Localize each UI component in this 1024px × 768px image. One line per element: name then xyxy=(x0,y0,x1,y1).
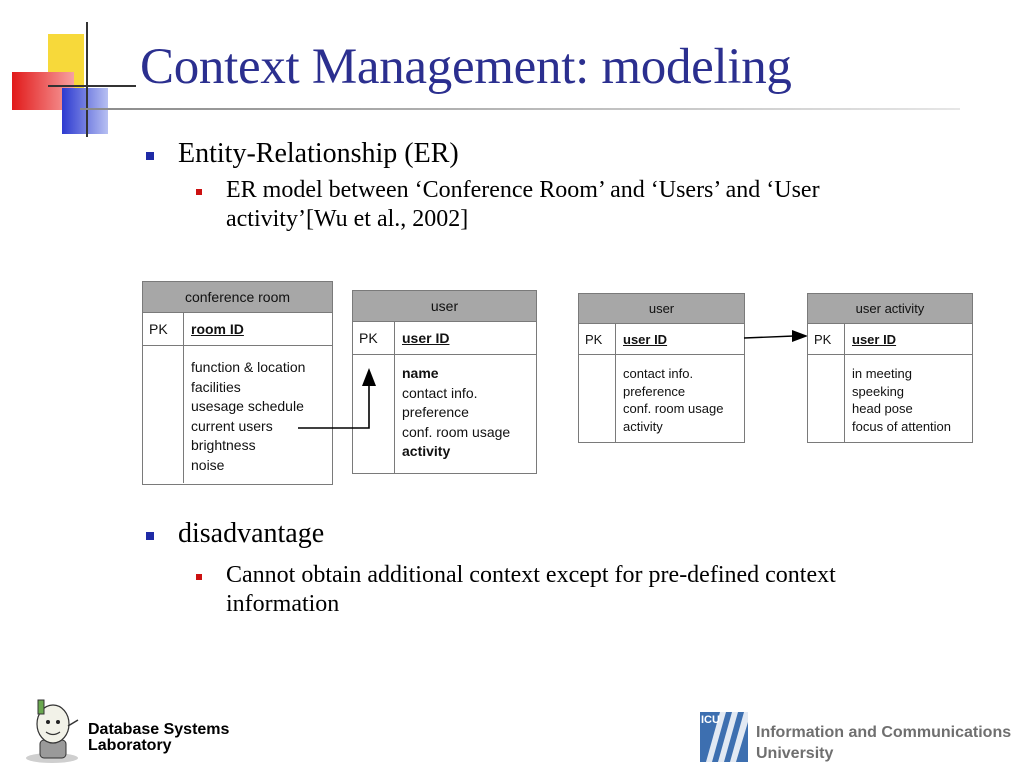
attribute-current-users: current users xyxy=(191,417,273,434)
table-header: conference room xyxy=(143,282,332,313)
university-name-line1: Information and Communications xyxy=(756,724,1012,741)
icu-logo-text: ICU xyxy=(701,714,720,726)
attribute: function & location xyxy=(191,359,306,375)
table-header: user activity xyxy=(808,294,972,324)
pk-label: PK xyxy=(353,322,395,354)
pk-label: PK xyxy=(808,324,845,354)
table-header: user xyxy=(353,291,536,322)
er-table-user-activity xyxy=(807,293,973,443)
bullet-disadvantage xyxy=(146,518,324,550)
attribute: activity xyxy=(402,443,451,459)
attribute: conf. room usage xyxy=(623,401,724,416)
attribute: brightness xyxy=(191,437,256,453)
attribute: name xyxy=(402,365,439,381)
bullet-text: Entity-Relationship (ER) xyxy=(178,138,459,169)
primary-key: user ID xyxy=(623,331,668,347)
attribute: focus of attention xyxy=(852,418,952,434)
sub-bullet-text: Cannot obtain additional context except for pre-defined context information xyxy=(226,562,836,617)
attribute: preference xyxy=(402,404,469,420)
primary-key: user ID xyxy=(852,331,897,347)
attribute: speeking xyxy=(852,383,905,399)
lab-name-line1: Database Systems xyxy=(88,721,230,738)
attribute: preference xyxy=(623,383,686,399)
sub-bullet-marker xyxy=(196,574,202,580)
icu-logo xyxy=(698,708,752,764)
university-name-line2: University xyxy=(756,745,834,762)
attribute: facilities xyxy=(191,378,241,395)
bullet-marker xyxy=(146,532,154,540)
attribute: usesage schedule xyxy=(191,398,304,414)
pk-label: PK xyxy=(143,313,184,345)
mascot-logo xyxy=(18,694,86,764)
pk-label: PK xyxy=(579,324,616,354)
slide-title: Context Management: modeling xyxy=(140,39,792,95)
bullet-text: disadvantage xyxy=(178,518,325,549)
university-name xyxy=(756,722,1011,764)
primary-key: room ID xyxy=(191,321,244,337)
attribute-section xyxy=(808,355,972,442)
attribute: conf. room usage xyxy=(402,423,511,440)
attribute: noise xyxy=(191,456,225,473)
table-header: user xyxy=(579,294,744,324)
attribute: activity xyxy=(623,418,663,434)
attribute: head pose xyxy=(852,401,913,416)
pk-row xyxy=(808,324,972,355)
primary-key: user ID xyxy=(402,330,450,346)
attribute: contact info. xyxy=(623,366,694,381)
sub-bullet-text: ER model between ‘Conference Room’ and ‘Users’ and ‘User activity’[Wu et al., 2002] xyxy=(226,177,820,232)
lab-name-line2: Laboratory xyxy=(88,737,172,754)
attribute: in meeting xyxy=(852,366,912,381)
attribute: contact info. xyxy=(402,384,478,401)
lab-name xyxy=(88,722,229,754)
sub-bullet-cannot-obtain xyxy=(196,561,946,619)
attribute-list xyxy=(845,355,951,442)
